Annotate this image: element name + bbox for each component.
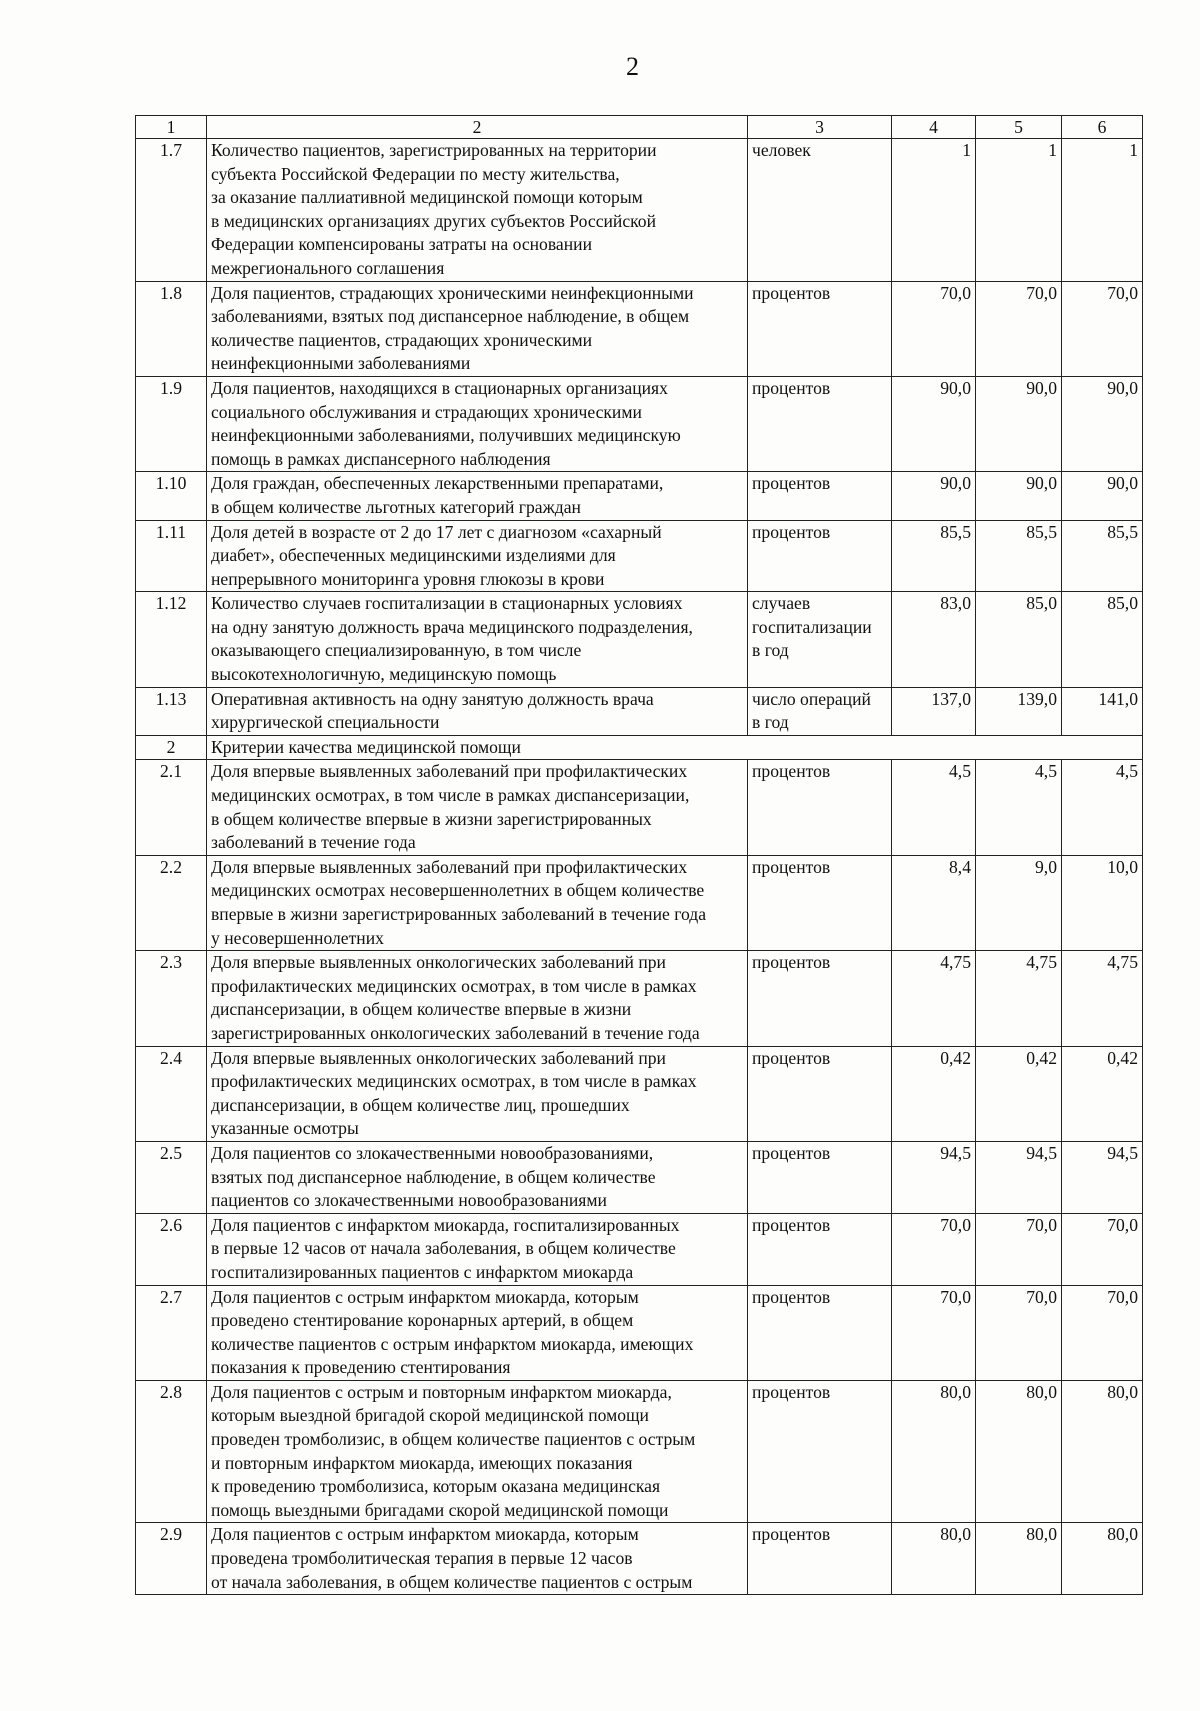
value-col-4: 85,5 xyxy=(892,520,976,592)
value-col-4: 8,4 xyxy=(892,855,976,950)
table-row xyxy=(136,472,1143,520)
column-header: 4 xyxy=(892,116,976,139)
section-title: Критерии качества медицинской помощи xyxy=(207,735,1143,760)
value-col-6: 94,5 xyxy=(1062,1141,1143,1213)
value-col-6: 90,0 xyxy=(1062,376,1143,471)
value-col-6: 80,0 xyxy=(1062,1380,1143,1523)
indicator-description: Доля граждан, обеспеченных лекарственными препаратами, в общем количестве льготных категорий граждан xyxy=(207,472,748,520)
row-number: 2.6 xyxy=(136,1213,207,1285)
unit-of-measure: процентов xyxy=(748,1285,892,1380)
section-row xyxy=(136,735,1143,760)
unit-of-measure: процентов xyxy=(748,855,892,950)
column-header: 6 xyxy=(1062,116,1143,139)
criteria-table xyxy=(135,115,1143,1595)
value-col-6: 80,0 xyxy=(1062,1523,1143,1595)
value-col-5: 70,0 xyxy=(976,1213,1062,1285)
value-col-6: 141,0 xyxy=(1062,687,1143,735)
indicator-description: Доля пациентов с острым и повторным инфарктом миокарда, которым выездной бригадой скорой медицинской помощи проведен тромболизис, в общем количестве пациентов с острым и повторным инфарктом миокарда, имеющих показания к проведению тромболизиса, которым оказана медицинская помощь выездными бригадами скорой медицинской помощи xyxy=(207,1380,748,1523)
column-header: 3 xyxy=(748,116,892,139)
indicator-description: Доля детей в возрасте от 2 до 17 лет с диагнозом «сахарный диабет», обеспеченных медицинскими изделиями для непрерывного мониторинга уровня глюкозы в крови xyxy=(207,520,748,592)
unit-of-measure: процентов xyxy=(748,1380,892,1523)
indicator-description: Доля впервые выявленных онкологических заболеваний при профилактических медицинских осмотрах, в том числе в рамках диспансеризации, в общем количестве лиц, прошедших указанные осмотры xyxy=(207,1046,748,1141)
unit-of-measure: процентов xyxy=(748,1213,892,1285)
value-col-5: 0,42 xyxy=(976,1046,1062,1141)
table-row xyxy=(136,1285,1143,1380)
value-col-4: 137,0 xyxy=(892,687,976,735)
value-col-5: 80,0 xyxy=(976,1380,1062,1523)
value-col-4: 70,0 xyxy=(892,1285,976,1380)
indicator-description: Доля пациентов с острым инфарктом миокарда, которым проведено стентирование коронарных артерий, в общем количестве пациентов с острым инфарктом миокарда, имеющих показания к проведению стентирования xyxy=(207,1285,748,1380)
table-row xyxy=(136,281,1143,376)
row-number: 2.4 xyxy=(136,1046,207,1141)
row-number: 2.9 xyxy=(136,1523,207,1595)
value-col-5: 9,0 xyxy=(976,855,1062,950)
table-row xyxy=(136,139,1143,282)
row-number: 2.5 xyxy=(136,1141,207,1213)
value-col-4: 80,0 xyxy=(892,1523,976,1595)
unit-of-measure: процентов xyxy=(748,520,892,592)
value-col-6: 70,0 xyxy=(1062,281,1143,376)
value-col-6: 0,42 xyxy=(1062,1046,1143,1141)
table-row xyxy=(136,855,1143,950)
value-col-5: 85,5 xyxy=(976,520,1062,592)
value-col-5: 94,5 xyxy=(976,1141,1062,1213)
indicator-description: Доля впервые выявленных заболеваний при профилактических медицинских осмотрах несовершеннолетних в общем количестве впервые в жизни зарегистрированных заболеваний в течение года у несовершеннолетних xyxy=(207,855,748,950)
indicator-description: Доля пациентов, страдающих хроническими неинфекционными заболеваниями, взятых под диспансерное наблюдение, в общем количестве пациентов, страдающих хроническими неинфекционными заболеваниями xyxy=(207,281,748,376)
page-number: 2 xyxy=(626,52,639,81)
value-col-5: 1 xyxy=(976,139,1062,282)
indicator-description: Доля впервые выявленных заболеваний при профилактических медицинских осмотрах, в том числе в рамках диспансеризации, в общем количестве впервые в жизни зарегистрированных заболеваний в течение года xyxy=(207,760,748,855)
unit-of-measure: процентов xyxy=(748,376,892,471)
indicator-description: Доля пациентов с инфарктом миокарда, госпитализированных в первые 12 часов от начала заболевания, в общем количестве госпитализированных пациентов с инфарктом миокарда xyxy=(207,1213,748,1285)
indicator-description: Доля пациентов с острым инфарктом миокарда, которым проведена тромболитическая терапия в первые 12 часов от начала заболевания, в общем количестве пациентов с острым xyxy=(207,1523,748,1595)
value-col-6: 70,0 xyxy=(1062,1285,1143,1380)
column-header: 2 xyxy=(207,116,748,139)
row-number: 1.12 xyxy=(136,592,207,687)
value-col-5: 4,5 xyxy=(976,760,1062,855)
value-col-4: 94,5 xyxy=(892,1141,976,1213)
table-row xyxy=(136,760,1143,855)
value-col-6: 70,0 xyxy=(1062,1213,1143,1285)
value-col-4: 90,0 xyxy=(892,376,976,471)
row-number: 2.8 xyxy=(136,1380,207,1523)
table-row xyxy=(136,1380,1143,1523)
indicator-description: Доля впервые выявленных онкологических заболеваний при профилактических медицинских осмотрах, в том числе в рамках диспансеризации, в общем количестве впервые в жизни зарегистрированных онкологических заболеваний в течение года xyxy=(207,951,748,1046)
unit-of-measure: случаев госпитализации в год xyxy=(748,592,892,687)
value-col-6: 90,0 xyxy=(1062,472,1143,520)
unit-of-measure: человек xyxy=(748,139,892,282)
table-row xyxy=(136,376,1143,471)
value-col-6: 4,75 xyxy=(1062,951,1143,1046)
indicator-description: Доля пациентов со злокачественными новообразованиями, взятых под диспансерное наблюдение, в общем количестве пациентов со злокачественными новообразованиями xyxy=(207,1141,748,1213)
value-col-5: 70,0 xyxy=(976,1285,1062,1380)
row-number: 2.2 xyxy=(136,855,207,950)
table-row xyxy=(136,592,1143,687)
row-number: 1.9 xyxy=(136,376,207,471)
value-col-6: 4,5 xyxy=(1062,760,1143,855)
value-col-5: 139,0 xyxy=(976,687,1062,735)
indicator-description: Оперативная активность на одну занятую должность врача хирургической специальности xyxy=(207,687,748,735)
unit-of-measure: процентов xyxy=(748,1141,892,1213)
table-row xyxy=(136,1046,1143,1141)
table-header-row xyxy=(136,116,1143,139)
value-col-5: 4,75 xyxy=(976,951,1062,1046)
indicator-description: Количество случаев госпитализации в стационарных условиях на одну занятую должность врача медицинского подразделения, оказывающего специализированную, в том числе высокотехнологичную, медицинскую помощь xyxy=(207,592,748,687)
row-number: 1.8 xyxy=(136,281,207,376)
row-number: 2.7 xyxy=(136,1285,207,1380)
unit-of-measure: процентов xyxy=(748,760,892,855)
table-row xyxy=(136,951,1143,1046)
value-col-6: 85,0 xyxy=(1062,592,1143,687)
row-number: 1.10 xyxy=(136,472,207,520)
unit-of-measure: процентов xyxy=(748,1523,892,1595)
table-row xyxy=(136,687,1143,735)
row-number: 2.1 xyxy=(136,760,207,855)
value-col-4: 4,5 xyxy=(892,760,976,855)
unit-of-measure: процентов xyxy=(748,1046,892,1141)
value-col-4: 70,0 xyxy=(892,281,976,376)
table-row xyxy=(136,1523,1143,1595)
row-number: 1.13 xyxy=(136,687,207,735)
value-col-6: 85,5 xyxy=(1062,520,1143,592)
value-col-4: 4,75 xyxy=(892,951,976,1046)
table-row xyxy=(136,520,1143,592)
table-row xyxy=(136,1213,1143,1285)
indicator-description: Доля пациентов, находящихся в стационарных организациях социального обслуживания и страдающих хроническими неинфекционными заболеваниями, получивших медицинскую помощь в рамках диспансерного наблюдения xyxy=(207,376,748,471)
row-number: 1.11 xyxy=(136,520,207,592)
value-col-4: 70,0 xyxy=(892,1213,976,1285)
unit-of-measure: процентов xyxy=(748,951,892,1046)
unit-of-measure: процентов xyxy=(748,281,892,376)
value-col-5: 70,0 xyxy=(976,281,1062,376)
value-col-5: 85,0 xyxy=(976,592,1062,687)
column-header: 5 xyxy=(976,116,1062,139)
value-col-4: 1 xyxy=(892,139,976,282)
value-col-6: 1 xyxy=(1062,139,1143,282)
row-number: 1.7 xyxy=(136,139,207,282)
column-header: 1 xyxy=(136,116,207,139)
table-body xyxy=(136,139,1143,1595)
table-row xyxy=(136,1141,1143,1213)
value-col-4: 83,0 xyxy=(892,592,976,687)
value-col-4: 80,0 xyxy=(892,1380,976,1523)
unit-of-measure: число операций в год xyxy=(748,687,892,735)
value-col-5: 80,0 xyxy=(976,1523,1062,1595)
value-col-6: 10,0 xyxy=(1062,855,1143,950)
unit-of-measure: процентов xyxy=(748,472,892,520)
value-col-5: 90,0 xyxy=(976,376,1062,471)
value-col-4: 0,42 xyxy=(892,1046,976,1141)
value-col-5: 90,0 xyxy=(976,472,1062,520)
row-number: 2 xyxy=(136,735,207,760)
value-col-4: 90,0 xyxy=(892,472,976,520)
indicator-description: Количество пациентов, зарегистрированных на территории субъекта Российской Федерации по месту жительства, за оказание паллиативной медицинской помощи которым в медицинских организациях других субъектов Российской Федерации компенсированы затраты на основании межрегионального соглашения xyxy=(207,139,748,282)
row-number: 2.3 xyxy=(136,951,207,1046)
